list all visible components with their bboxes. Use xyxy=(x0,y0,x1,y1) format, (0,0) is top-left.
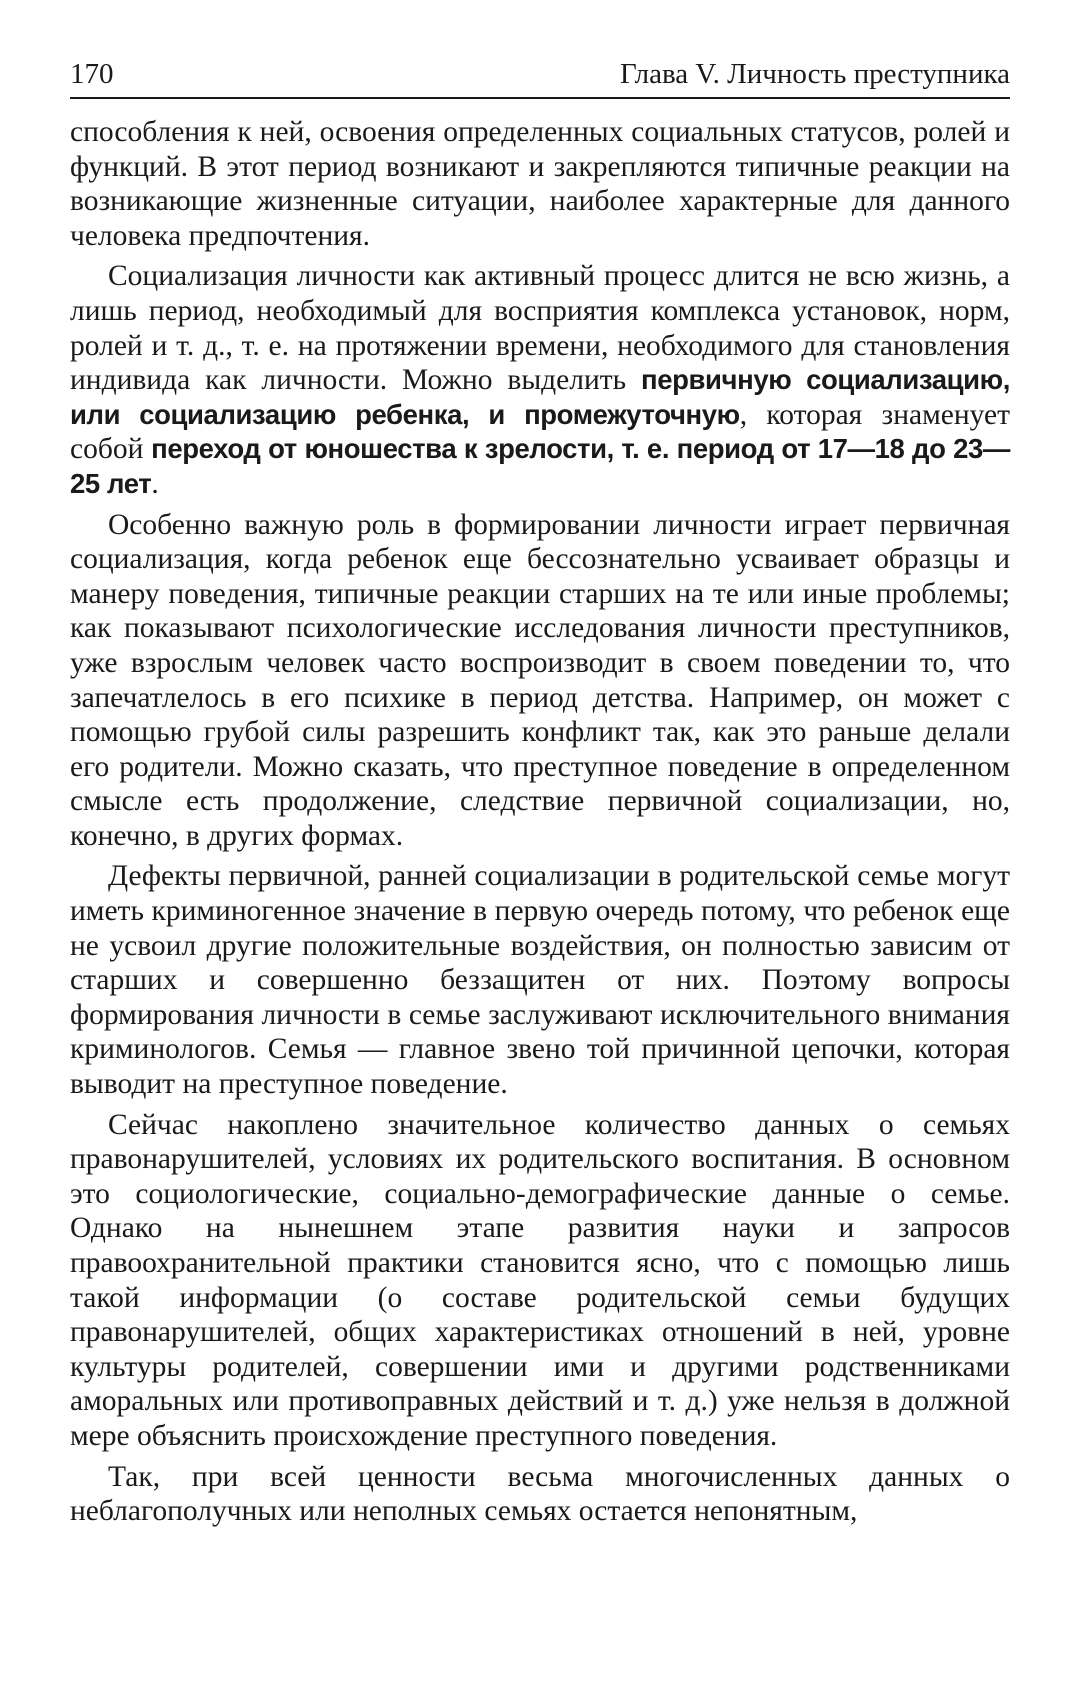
paragraph-text-segment: Социализация личности как активный процесс длится не всю жизнь, а лишь период, необходимый для восприятия комплекса установок, норм, ролей и т. д., т. е. на протяжении времени, необходимого для становления индивида как личности. Можно выделить xyxy=(70,260,1010,397)
running-header xyxy=(70,56,1010,99)
chapter-title: Глава V. Личность преступника xyxy=(620,58,1010,90)
body-text xyxy=(70,115,1010,1529)
paragraph-text-segment: . xyxy=(151,467,159,500)
paragraph-text-segment: , которая знаменует собой xyxy=(70,398,1010,466)
paragraph-family-defects: Дефекты первичной, ранней социализации в родительской семье могут иметь криминогенное значение в первую очередь потому, что ребенок еще не усвоил другие положительные воздействия, он полностью зависим от старших и совершенно беззащитен от них. Поэтому вопросы формирования личности в семье заслуживают исключительного внимания криминологов. Семья — главное звено той причинной цепочки, которая выводит на преступное поведение. xyxy=(70,860,1010,1101)
paragraph-primary-socialization: Особенно важную роль в формировании личности играет первичная социализация, когда ребенок еще бессознательно усваивает образцы и манеру поведения, типичные реакции старших на те или иные проблемы; как показывают психологические исследования личности преступников, уже взрослым человек часто воспроизводит в своем поведении то, что запечатлелось в его психике в период детства. Например, он может с помощью грубой силы разрешить конфликт так, как это раньше делали его родители. Можно сказать, что преступное поведение в определенном смысле есть продолжение, следствие первичной социализации, но, конечно, в других формах. xyxy=(70,508,1010,852)
paragraph-socialization xyxy=(70,259,1010,501)
book-page xyxy=(70,56,1010,1535)
bold-term-primary-socialization: первичную социализацию, или социализацию ребенка, и промежуточную xyxy=(70,364,1010,430)
paragraph-accumulated-data: Сейчас накоплено значительное количество данных о семьях правонарушителей, условиях их родительского воспитания. В основном это социологические, социально-демографические данные о семье. Однако на нынешнем этапе развития науки и запросов правоохранительной практики становится ясно, что с помощью лишь такой информации (о составе родительской семьи будущих правонарушителей, общих характеристиках отношений в ней, уровне культуры родителей, совершении ими и другими родственниками аморальных или противоправных действий и т. д.) уже нельзя в должной мере объяснить происхождение преступного поведения. xyxy=(70,1108,1010,1452)
page-number: 170 xyxy=(70,58,114,90)
bold-term-transition-period: переход от юношества к зрелости, т. е. период от 17—18 до 23—25 лет xyxy=(70,433,1011,499)
paragraph-final: Так, при всей ценности весьма многочисленных данных о неблагополучных или неполных семьях остается непонятным, xyxy=(70,1460,1010,1528)
paragraph-continuation: способления к ней, освоения определенных социальных статусов, ролей и функций. В этот период возникают и закрепляются типичные реакции на возникающие жизненные ситуации, наиболее характерные для данного человека предпочтения. xyxy=(70,116,1010,252)
